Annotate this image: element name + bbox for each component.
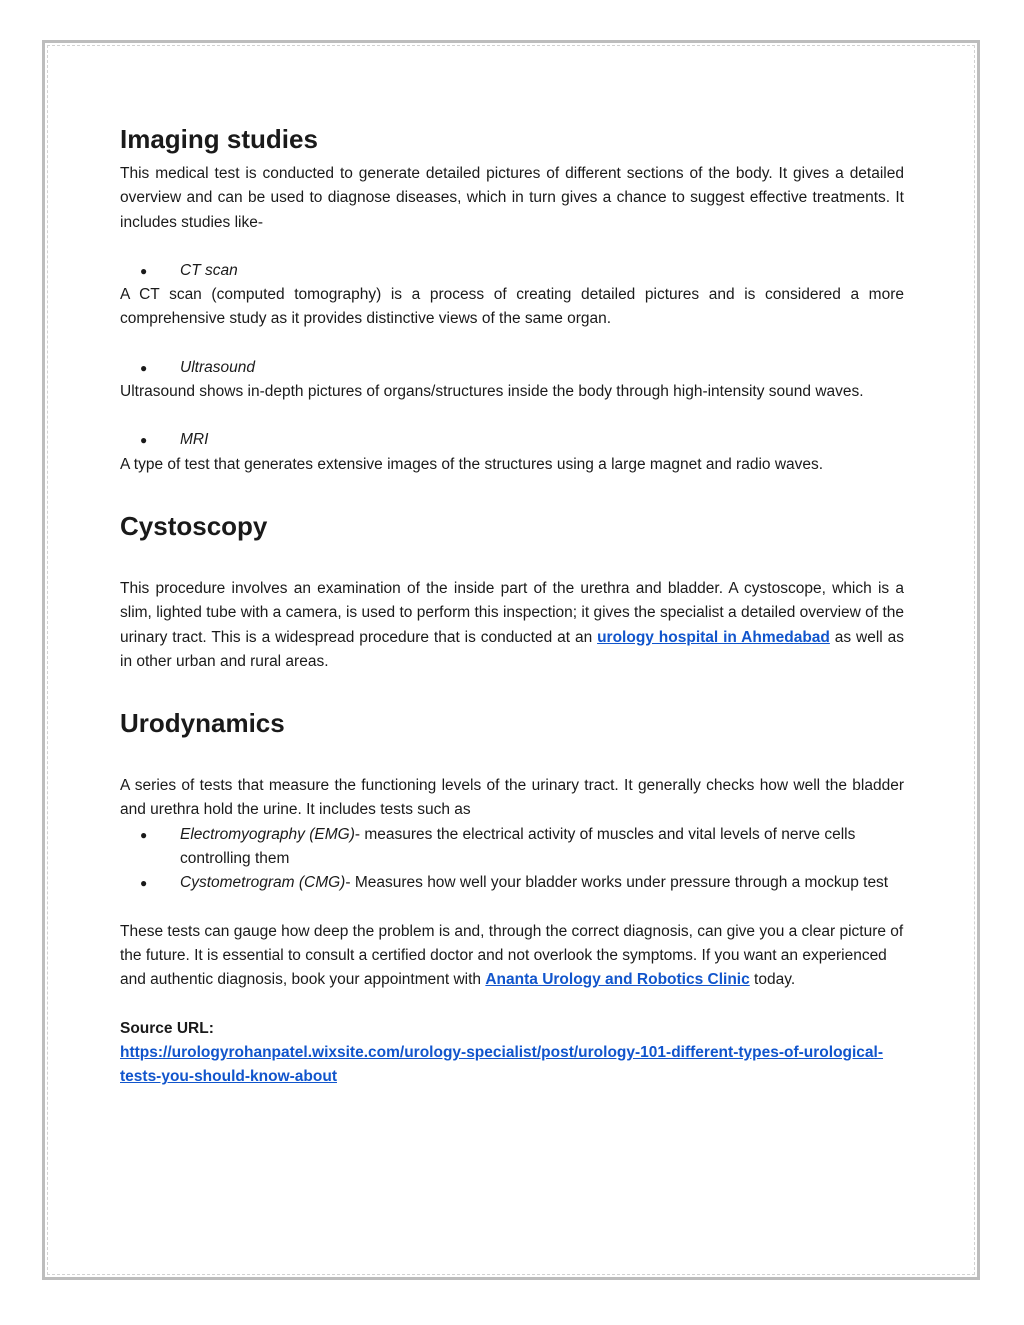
cystoscopy-text-before: This procedure involves an examination of the inside part of the urethra and bladder. A cystoscope, which is a slim, lighted tube with a camera, is used to perform this inspection; it gives the specialist a detailed overview of the urinary tract. This is a widespread procedure that is conducted at an <box>120 579 904 646</box>
ultrasound-text: Ultrasound shows in-depth pictures of organs/structures inside the body through high-intensity sound waves. <box>120 383 864 401</box>
mri-text: A type of test that generates extensive images of the structures using a large magnet and radio waves. <box>120 455 824 473</box>
emg-label: Electromyography (EMG) <box>180 825 355 843</box>
ultrasound-label: Ultrasound <box>180 358 255 376</box>
cmg-text: - Measures how well your bladder works under pressure through a mockup test <box>345 874 889 892</box>
mri-label: MRI <box>180 431 209 449</box>
ct-scan-text: A CT scan (computed tomography) is a process of creating detailed pictures and is considered a more comprehensive study as it provides distinctive views of the same organ. <box>120 286 904 328</box>
emg-text: - measures the electrical activity of muscles and vital levels of nerve cells controlling them <box>180 825 856 868</box>
closing-text-after: today. <box>749 971 796 989</box>
imaging-intro: This medical test is conducted to generate detailed pictures of different sections of the body. It gives a detailed overview and can be used to diagnose diseases, which in turn gives a chance to suggest effective treatments. It includes studies like- <box>120 165 904 231</box>
list-item-emg <box>120 823 904 872</box>
bullet-ct-scan <box>120 259 904 283</box>
source-url-link[interactable]: https://urologyrohanpatel.wixsite.com/urology-specialist/post/urology-101-different-types-of-urological-tests-you-should-know-about <box>120 1043 884 1086</box>
ct-scan-label: CT scan <box>180 261 238 279</box>
source-label: Source URL: <box>120 1019 214 1037</box>
urodynamics-intro: A series of tests that measure the functioning levels of the urinary tract. It generally checks how well the bladder and urethra hold the urine. It includes tests such as <box>120 777 904 819</box>
cystoscopy-text-after: as well as in other urban and rural areas. <box>120 628 904 670</box>
heading-urodynamics: Urodynamics <box>120 708 285 739</box>
list-item-cmg <box>120 871 904 895</box>
bullet-icon: ● <box>140 263 148 278</box>
heading-cystoscopy: Cystoscopy <box>120 510 268 541</box>
clinic-link[interactable]: Ananta Urology and Robotics Clinic <box>485 971 750 989</box>
closing-text-before: These tests can gauge how deep the problem is and, through the correct diagnosis, can give you a clear picture of the future. It is essential to consult a certified doctor and not overlook the symptoms. If you want an experienced and authentic diagnosis, book your appointment with <box>120 922 904 989</box>
document-body <box>120 122 904 1089</box>
bullet-ultrasound <box>120 356 904 380</box>
cystoscopy-text <box>120 577 904 674</box>
cmg-label: Cystometrogram (CMG) <box>180 874 346 892</box>
bullet-mri <box>120 428 904 452</box>
urodynamics-closing <box>120 920 904 993</box>
heading-imaging-studies: Imaging studies <box>120 124 318 154</box>
urology-hospital-link[interactable]: urology hospital in Ahmedabad <box>597 628 830 646</box>
bullet-icon: ● <box>140 876 148 891</box>
bullet-icon: ● <box>140 827 148 842</box>
bullet-icon: ● <box>140 433 148 448</box>
bullet-icon: ● <box>140 360 148 375</box>
urodynamics-test-list <box>120 823 904 896</box>
source-url-block <box>120 1041 904 1090</box>
